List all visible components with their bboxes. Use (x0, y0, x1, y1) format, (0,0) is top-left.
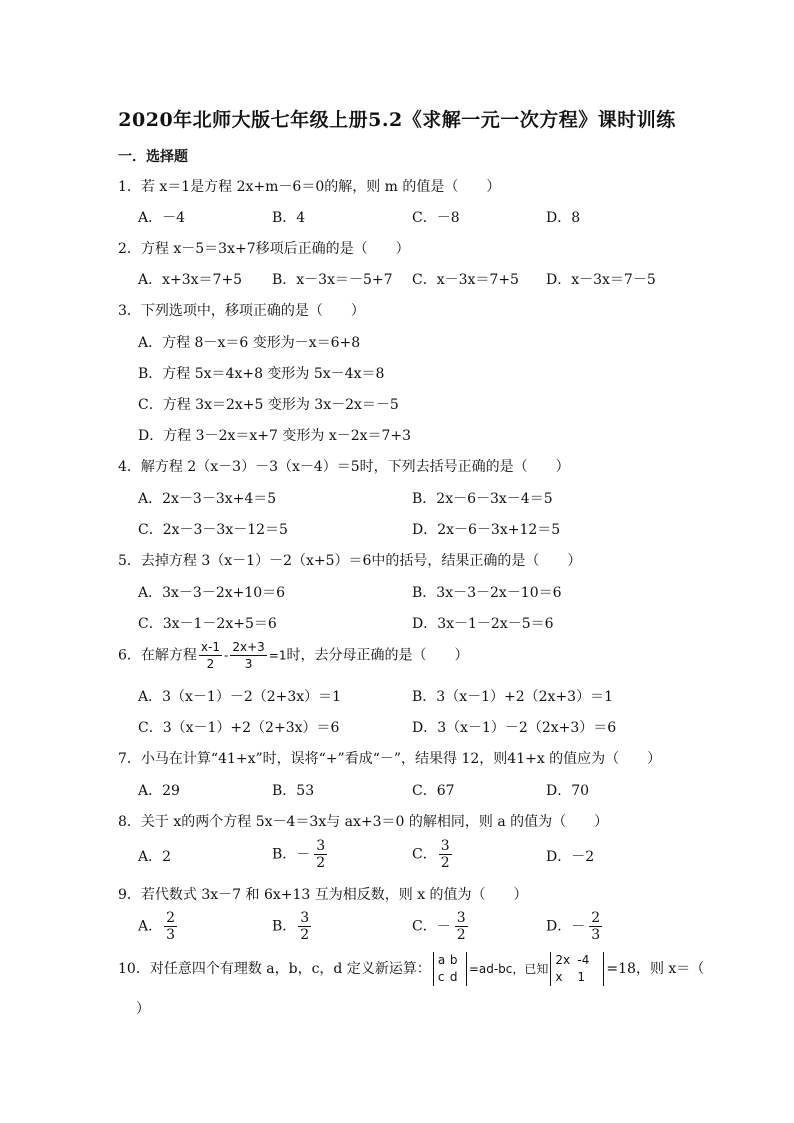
option-d[interactable]: D．3x－1－2x－5＝6 (412, 616, 554, 632)
option-text: B．方程 5x＝4x+8 变形为 5x－4x＝8 (138, 366, 385, 382)
question-1: 1．若 x＝1是方程 2x+m－6＝0的解，则 m 的值是（ ） (118, 179, 501, 195)
option-a[interactable]: A．3x－3－2x+10＝6 (138, 585, 286, 601)
det-row (438, 952, 462, 969)
question-10-post: =18，则 x＝（ (606, 961, 705, 977)
denominator: 2 (456, 927, 466, 943)
option-b[interactable]: B．53 (272, 783, 315, 799)
fraction (230, 639, 266, 672)
numerator: 2 (591, 910, 601, 926)
question-9: 9．若代数式 3x－7 和 6x+13 互为相反数，则 x 的值为（ ） (118, 887, 528, 903)
denominator: 2 (440, 855, 450, 871)
numerator: 3 (316, 838, 326, 854)
det-row (555, 969, 599, 986)
option-label: C． (412, 918, 437, 935)
option-a[interactable]: A．3（x－1）－2（2+3x）＝1 (138, 689, 342, 705)
negative-sign: － (436, 918, 451, 935)
numerator: 3 (440, 838, 450, 854)
fraction (455, 910, 468, 943)
denominator: 2 (300, 927, 310, 943)
fraction (298, 910, 311, 943)
fraction (439, 838, 452, 871)
denominator: 2 (206, 657, 215, 671)
option-a[interactable]: A．x+3x＝7+5 (138, 272, 243, 288)
fraction (314, 838, 327, 871)
numerator: 2 (166, 910, 176, 926)
option-d[interactable]: D．8 (546, 210, 581, 226)
option-c[interactable]: C．67 (412, 783, 455, 799)
question-7: 7．小马在计算“41+x”时，误将“+”看成“－”，结果得 12，则41+x 的值应为（ ） (118, 751, 662, 767)
option-d[interactable] (546, 910, 604, 943)
determinant-given (550, 952, 604, 986)
question-10-tail: ） (136, 1001, 150, 1017)
option-a[interactable]: A．2x－3－3x+4＝5 (138, 491, 277, 507)
option-c[interactable]: C．3x－1－2x+5＝6 (138, 616, 277, 632)
option-b[interactable]: B．3（x－1）+2（2x+3）＝1 (412, 689, 613, 705)
option-a[interactable] (138, 910, 179, 943)
option-d[interactable]: D．70 (546, 783, 590, 799)
option-b[interactable] (272, 910, 313, 943)
option-d[interactable]: D．2x－6－3x+12＝5 (412, 522, 561, 538)
option-c[interactable]: C．－8 (412, 210, 460, 226)
option-label: B． (272, 846, 297, 863)
determinant-definition (433, 952, 467, 986)
question-10 (118, 952, 704, 986)
question-8: 8．关于 x的两个方程 5x－4＝3x与 ax+3＝0 的解相同，则 a 的值为（ ） (118, 814, 609, 830)
option-c[interactable]: C．x－3x＝7+5 (412, 272, 519, 288)
option-label: A． (138, 918, 163, 935)
option-c[interactable]: C．3（x－1）+2（2+3x）＝6 (138, 720, 340, 736)
option-b[interactable]: B．2x－6－3x－4＝5 (412, 491, 553, 507)
definition-text: =ad-bc，已知 (468, 962, 549, 976)
option-text: D．方程 3－2x＝x+7 变形为 x－2x＝7+3 (138, 428, 412, 444)
option-b[interactable]: B．4 (272, 210, 306, 226)
option-text: C．方程 3x＝2x+5 变形为 3x－2x＝－5 (138, 397, 399, 413)
numerator: 2x+3 (232, 640, 265, 654)
option-d[interactable]: D．－2 (546, 849, 595, 865)
numerator: 3 (300, 910, 310, 926)
fraction (164, 910, 177, 943)
option-c[interactable] (412, 838, 454, 871)
question-3: 3．下列选项中，移项正确的是（ ） (118, 303, 365, 319)
option-label: B． (272, 918, 297, 935)
question-10-pre: 10．对任意四个有理数 a，b，c，d 定义新运算： (118, 961, 431, 977)
option-label: C． (412, 846, 437, 863)
numerator: 3 (456, 910, 466, 926)
det-row (555, 952, 599, 969)
option-b[interactable]: B．3x－3－2x－10＝6 (412, 585, 562, 601)
fraction (589, 910, 602, 943)
option-c[interactable] (412, 910, 470, 943)
page-title: 2020年北师大版七年级上册5.2《求解一元一次方程》课时训练 (118, 109, 676, 131)
section-heading: 一．选择题 (118, 149, 188, 165)
option-c[interactable]: C．2x－3－3x－12＝5 (138, 522, 288, 538)
det-cell: 1 (577, 970, 586, 984)
minus-sign: - (224, 648, 229, 663)
question-2: 2．方程 x－5＝3x+7移项后正确的是（ ） (118, 241, 410, 257)
option-d[interactable]: D．3（x－1）－2（2x+3）＝6 (412, 720, 617, 736)
denominator: 2 (316, 855, 326, 871)
det-cell: 2x (555, 953, 571, 967)
det-cell: b (449, 953, 458, 967)
question-4: 4．解方程 2（x－3）－3（x－4）＝5时，下列去括号正确的是（ ） (118, 459, 570, 475)
denominator: 3 (166, 927, 176, 943)
option-a[interactable]: A．2 (138, 849, 172, 865)
det-cell: x (555, 970, 563, 984)
fraction (199, 639, 222, 672)
det-row (438, 969, 462, 986)
question-6 (118, 639, 468, 672)
question-5: 5．去掉方程 3（x－1）－2（x+5）＝6中的括号，结果正确的是（ ） (118, 553, 582, 569)
option-text: A．方程 8－x＝6 变形为－x＝6+8 (138, 335, 361, 351)
option-b[interactable] (272, 838, 329, 871)
det-cell: c (437, 970, 445, 984)
option-b[interactable]: B．x－3x＝－5+7 (272, 272, 393, 288)
det-cell: -4 (577, 953, 590, 967)
equals-one: =1 (268, 648, 287, 663)
det-cell: d (449, 970, 458, 984)
question-6-pre: 6．在解方程 (118, 647, 197, 664)
option-a[interactable]: A．－4 (138, 210, 186, 226)
option-label: D． (546, 918, 572, 935)
det-cell: a (437, 953, 446, 967)
negative-sign: － (571, 918, 586, 935)
denominator: 3 (591, 927, 601, 943)
question-6-post: 时，去分母正确的是（ ） (286, 647, 469, 664)
negative-sign: － (296, 846, 311, 863)
denominator: 3 (244, 657, 253, 671)
option-d[interactable]: D．x－3x＝7－5 (546, 272, 656, 288)
numerator: x-1 (200, 640, 220, 654)
option-a[interactable]: A．29 (138, 783, 180, 799)
